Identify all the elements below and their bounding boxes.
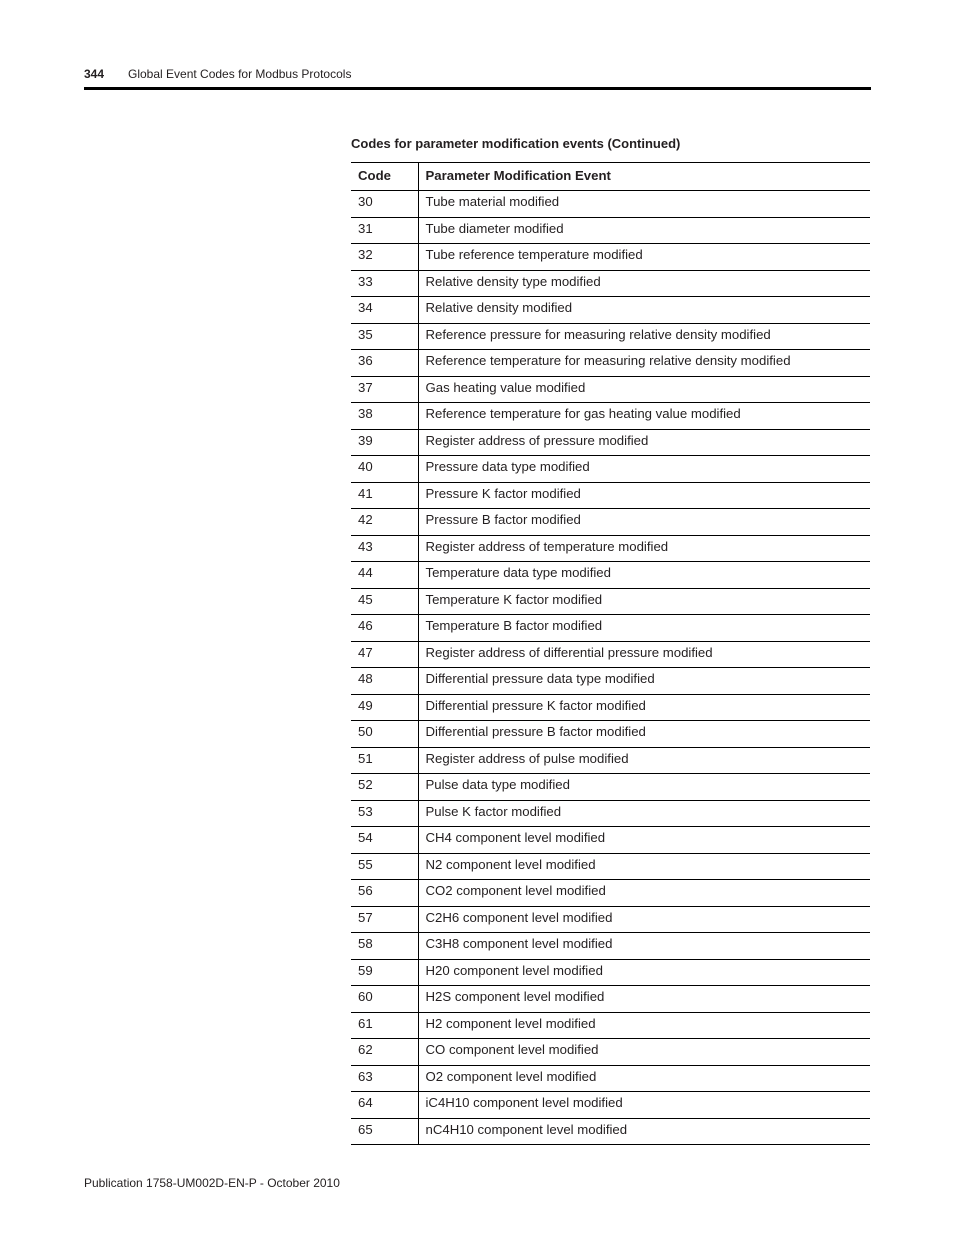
table-row	[351, 297, 870, 324]
code-cell: 63	[351, 1065, 418, 1092]
table-row	[351, 986, 870, 1013]
page-number: 344	[84, 67, 105, 81]
code-cell: 33	[351, 270, 418, 297]
event-cell: Pressure data type modified	[418, 456, 870, 483]
table-row	[351, 350, 870, 377]
code-cell: 41	[351, 482, 418, 509]
code-cell: 40	[351, 456, 418, 483]
event-cell: Gas heating value modified	[418, 376, 870, 403]
event-cell: Register address of differential pressure modified	[418, 641, 870, 668]
event-codes-table	[351, 162, 870, 1145]
code-cell: 38	[351, 403, 418, 430]
table-row	[351, 1118, 870, 1145]
event-cell: Pressure K factor modified	[418, 482, 870, 509]
code-cell: 61	[351, 1012, 418, 1039]
code-cell: 55	[351, 853, 418, 880]
event-cell: Pulse data type modified	[418, 774, 870, 801]
table-caption: Codes for parameter modification events (Continued)	[351, 136, 681, 151]
code-cell: 60	[351, 986, 418, 1013]
table-row	[351, 191, 870, 218]
event-cell: Register address of temperature modified	[418, 535, 870, 562]
table-row	[351, 906, 870, 933]
code-cell: 37	[351, 376, 418, 403]
table-row	[351, 535, 870, 562]
code-cell: 42	[351, 509, 418, 536]
table-row	[351, 482, 870, 509]
table-row	[351, 615, 870, 642]
table-row	[351, 1012, 870, 1039]
code-cell: 53	[351, 800, 418, 827]
code-cell: 46	[351, 615, 418, 642]
code-cell: 50	[351, 721, 418, 748]
code-cell: 44	[351, 562, 418, 589]
code-cell: 65	[351, 1118, 418, 1145]
table-row	[351, 429, 870, 456]
table-row	[351, 244, 870, 271]
column-header-code: Code	[351, 163, 418, 191]
code-cell: 62	[351, 1039, 418, 1066]
code-cell: 30	[351, 191, 418, 218]
table-row	[351, 959, 870, 986]
event-cell: Differential pressure B factor modified	[418, 721, 870, 748]
event-cell: H2S component level modified	[418, 986, 870, 1013]
event-cell: C3H8 component level modified	[418, 933, 870, 960]
event-cell: Relative density modified	[418, 297, 870, 324]
code-cell: 56	[351, 880, 418, 907]
code-cell: 52	[351, 774, 418, 801]
table-row	[351, 1065, 870, 1092]
event-cell: Temperature B factor modified	[418, 615, 870, 642]
code-cell: 58	[351, 933, 418, 960]
table-row	[351, 1039, 870, 1066]
table-row	[351, 1092, 870, 1119]
event-cell: Temperature K factor modified	[418, 588, 870, 615]
event-cell: Pressure B factor modified	[418, 509, 870, 536]
table-row	[351, 217, 870, 244]
table-row	[351, 323, 870, 350]
code-cell: 51	[351, 747, 418, 774]
code-cell: 49	[351, 694, 418, 721]
event-cell: C2H6 component level modified	[418, 906, 870, 933]
event-cell: Relative density type modified	[418, 270, 870, 297]
code-cell: 34	[351, 297, 418, 324]
table-body	[351, 191, 870, 1145]
event-cell: O2 component level modified	[418, 1065, 870, 1092]
code-cell: 59	[351, 959, 418, 986]
table-row	[351, 403, 870, 430]
event-cell: Tube material modified	[418, 191, 870, 218]
table-row	[351, 800, 870, 827]
event-cell: N2 component level modified	[418, 853, 870, 880]
event-cell: iC4H10 component level modified	[418, 1092, 870, 1119]
event-cell: Tube reference temperature modified	[418, 244, 870, 271]
event-cell: CO2 component level modified	[418, 880, 870, 907]
event-cell: Reference temperature for gas heating value modified	[418, 403, 870, 430]
event-cell: Differential pressure data type modified	[418, 668, 870, 695]
code-cell: 35	[351, 323, 418, 350]
event-cell: Register address of pressure modified	[418, 429, 870, 456]
event-cell: H2 component level modified	[418, 1012, 870, 1039]
code-cell: 47	[351, 641, 418, 668]
page-header	[84, 66, 871, 90]
table-row	[351, 562, 870, 589]
chapter-title: Global Event Codes for Modbus Protocols	[128, 67, 352, 81]
code-cell: 57	[351, 906, 418, 933]
event-cell: Tube diameter modified	[418, 217, 870, 244]
code-cell: 36	[351, 350, 418, 377]
table-row	[351, 933, 870, 960]
event-cell: Reference pressure for measuring relative density modified	[418, 323, 870, 350]
event-cell: Differential pressure K factor modified	[418, 694, 870, 721]
publication-footer: Publication 1758-UM002D-EN-P - October 2010	[84, 1176, 340, 1190]
table-row	[351, 456, 870, 483]
event-cell: H20 component level modified	[418, 959, 870, 986]
code-cell: 43	[351, 535, 418, 562]
event-cell: Pulse K factor modified	[418, 800, 870, 827]
code-cell: 64	[351, 1092, 418, 1119]
table-row	[351, 588, 870, 615]
event-cell: Reference temperature for measuring relative density modified	[418, 350, 870, 377]
table-row	[351, 694, 870, 721]
event-cell: CO component level modified	[418, 1039, 870, 1066]
code-cell: 32	[351, 244, 418, 271]
event-cell: Register address of pulse modified	[418, 747, 870, 774]
event-cell: Temperature data type modified	[418, 562, 870, 589]
table-row	[351, 774, 870, 801]
code-cell: 48	[351, 668, 418, 695]
event-cell: nC4H10 component level modified	[418, 1118, 870, 1145]
table-row	[351, 880, 870, 907]
code-cell: 54	[351, 827, 418, 854]
table-row	[351, 853, 870, 880]
table-header-row	[351, 163, 870, 191]
table-row	[351, 721, 870, 748]
code-cell: 45	[351, 588, 418, 615]
table-row	[351, 668, 870, 695]
event-cell: CH4 component level modified	[418, 827, 870, 854]
table-row	[351, 747, 870, 774]
table-row	[351, 270, 870, 297]
table-row	[351, 641, 870, 668]
column-header-event: Parameter Modification Event	[418, 163, 870, 191]
code-cell: 31	[351, 217, 418, 244]
table-row	[351, 376, 870, 403]
table-row	[351, 509, 870, 536]
table-row	[351, 827, 870, 854]
code-cell: 39	[351, 429, 418, 456]
